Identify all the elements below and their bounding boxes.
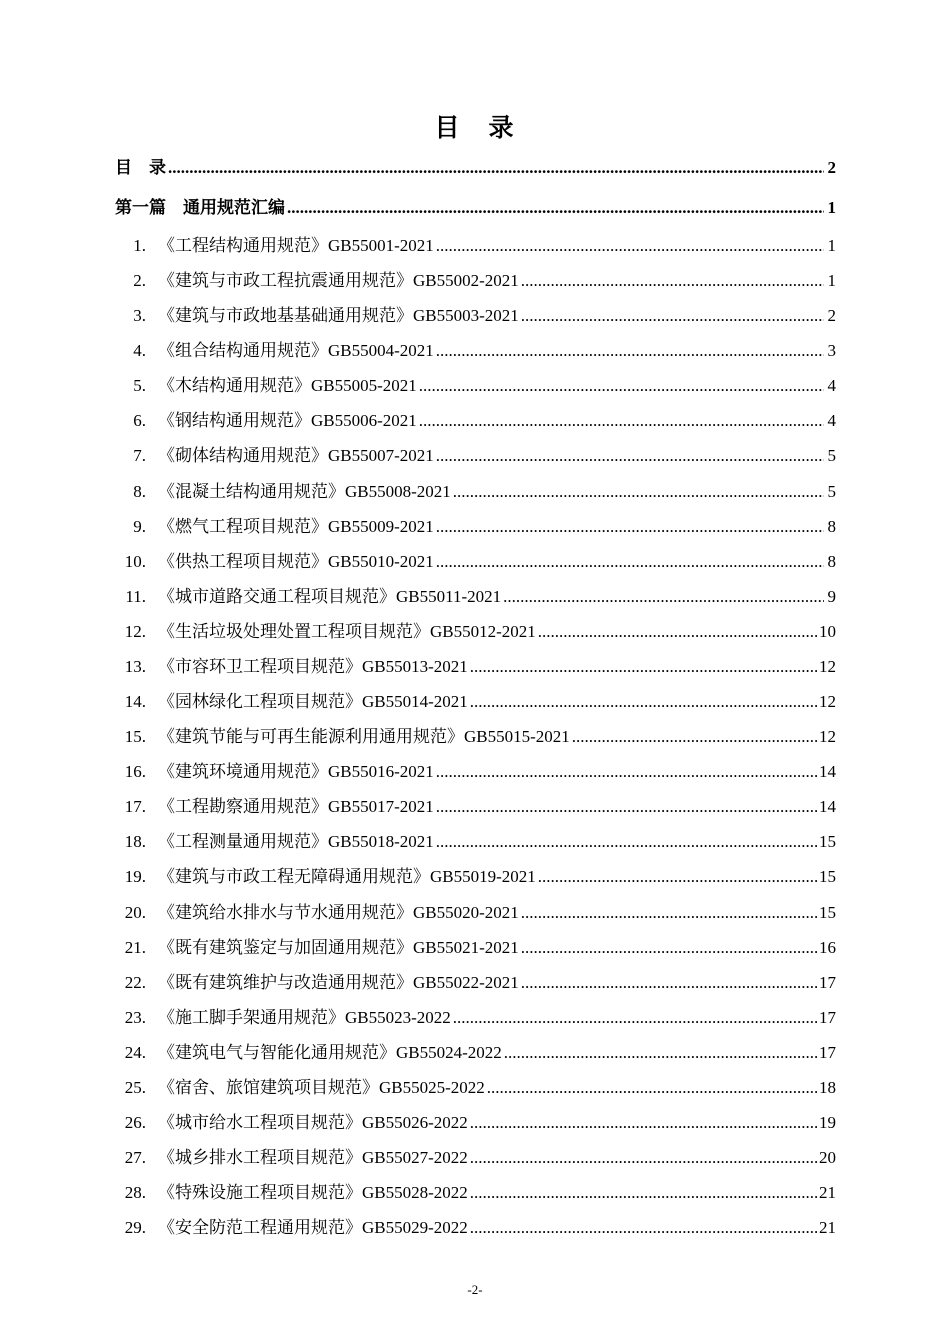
- toc-entry-number: 6.: [133, 411, 146, 430]
- toc-page-number: 18: [819, 1078, 836, 1097]
- toc-entry-number: 26.: [124, 1113, 146, 1132]
- toc-entry-number: 15.: [124, 727, 146, 746]
- toc-entry-title: 《市容环卫工程项目规范》: [158, 657, 362, 677]
- toc-entry[interactable]: [104, 724, 836, 750]
- toc-entry-number: 21.: [124, 938, 146, 957]
- toc-entry-title: 《既有建筑鉴定与加固通用规范》: [158, 938, 413, 958]
- toc-entry-number: 16.: [124, 762, 146, 781]
- toc-heading-label: 第一篇 通用规范汇编: [115, 198, 285, 218]
- toc-entry-title: 《木结构通用规范》: [158, 376, 311, 396]
- toc-page-number: 21: [819, 1183, 836, 1202]
- toc-entry-title: 《特殊设施工程项目规范》: [158, 1183, 362, 1203]
- toc-entry-title: 《施工脚手架通用规范》: [158, 1008, 345, 1028]
- toc-entry[interactable]: [104, 689, 836, 715]
- toc-entry-title: 《园林绿化工程项目规范》: [158, 692, 362, 712]
- toc-entry-code: GB55009-2021: [328, 517, 434, 536]
- dot-leader: [436, 514, 824, 540]
- toc-page-number: 12: [819, 657, 836, 676]
- toc-page-number: 21: [819, 1218, 836, 1237]
- toc-entry[interactable]: [104, 443, 836, 469]
- toc-entry[interactable]: [104, 1110, 836, 1136]
- toc-entry-number: 19.: [124, 867, 146, 886]
- toc-entry[interactable]: [104, 408, 836, 434]
- toc-entry-code: GB55006-2021: [311, 411, 417, 430]
- toc-entry-title: 《工程勘察通用规范》: [158, 797, 328, 817]
- toc-entry-code: GB55010-2021: [328, 552, 434, 571]
- toc-page-number: 15: [819, 903, 836, 922]
- dot-leader: [419, 373, 824, 399]
- toc-entry-code: GB55001-2021: [328, 236, 434, 255]
- toc-entry[interactable]: [104, 619, 836, 645]
- toc-entry[interactable]: [104, 1005, 836, 1031]
- dot-leader: [504, 1040, 817, 1066]
- toc-entry-number: 24.: [124, 1043, 146, 1062]
- toc-entry-title: 《建筑节能与可再生能源利用通用规范》: [158, 727, 464, 747]
- dot-leader: [572, 724, 817, 750]
- toc-entry-code: GB55021-2021: [413, 938, 519, 957]
- toc-page-number: 15: [819, 832, 836, 851]
- toc-page-number: 3: [827, 341, 836, 360]
- toc-entry-number: 1.: [133, 236, 146, 255]
- toc-entry[interactable]: [104, 373, 836, 399]
- dot-leader: [470, 1215, 817, 1241]
- toc-entry-title: 《组合结构通用规范》: [158, 341, 328, 361]
- page-footer-number: -2-: [467, 1282, 483, 1297]
- dot-leader: [453, 1005, 817, 1031]
- toc-entry[interactable]: [104, 233, 836, 259]
- toc-entry-code: GB55003-2021: [413, 306, 519, 325]
- toc-page-number: 19: [819, 1113, 836, 1132]
- dot-leader: [470, 1180, 817, 1206]
- toc-entry-number: 27.: [124, 1148, 146, 1167]
- toc-entry-number: 28.: [124, 1183, 146, 1202]
- toc-entry[interactable]: [104, 829, 836, 855]
- toc-entry-code: GB55025-2022: [379, 1078, 485, 1097]
- dot-leader: [436, 829, 817, 855]
- toc-entry-code: GB55016-2021: [328, 762, 434, 781]
- toc-entry-title: 《混凝土结构通用规范》: [158, 482, 345, 502]
- toc-entry-number: 10.: [124, 552, 146, 571]
- toc-entry[interactable]: [104, 303, 836, 329]
- dot-leader: [436, 759, 817, 785]
- dot-leader: [470, 689, 817, 715]
- toc-page-number: 14: [819, 762, 836, 781]
- dot-leader: [470, 1145, 817, 1171]
- toc-page-number: 14: [819, 797, 836, 816]
- dot-leader: [521, 303, 824, 329]
- toc-entry-title: 《燃气工程项目规范》: [158, 517, 328, 537]
- toc-page-number: 20: [819, 1148, 836, 1167]
- toc-entry-code: GB55023-2022: [345, 1008, 451, 1027]
- dot-leader: [521, 900, 817, 926]
- toc-page-number: 16: [819, 938, 836, 957]
- toc-entry-code: GB55027-2022: [362, 1148, 468, 1167]
- toc-entry-code: GB55018-2021: [328, 832, 434, 851]
- toc-entry-title: 《工程结构通用规范》: [158, 236, 328, 256]
- toc-entry[interactable]: [104, 268, 836, 294]
- dot-leader: [436, 338, 824, 364]
- toc-entry-code: GB55015-2021: [464, 727, 570, 746]
- toc-entry-code: GB55002-2021: [413, 271, 519, 290]
- page-title: 目 录: [434, 113, 516, 142]
- dot-leader: [453, 479, 824, 505]
- toc-entry[interactable]: [104, 864, 836, 890]
- toc-entry-code: GB55012-2021: [430, 622, 536, 641]
- toc-entry-number: 3.: [133, 306, 146, 325]
- toc-entry[interactable]: [104, 549, 836, 575]
- toc-page-number: 17: [819, 1008, 836, 1027]
- toc-entry-number: 25.: [124, 1078, 146, 1097]
- toc-heading-part-one[interactable]: [115, 195, 836, 221]
- toc-entry-number: 18.: [124, 832, 146, 851]
- dot-leader: [521, 970, 817, 996]
- dot-leader: [538, 619, 817, 645]
- toc-entry[interactable]: [104, 479, 836, 505]
- toc-page-number: 17: [819, 1043, 836, 1062]
- toc-entry-code: GB55004-2021: [328, 341, 434, 360]
- toc-entry-number: 2.: [133, 271, 146, 290]
- toc-page-number: 1: [827, 271, 836, 290]
- dot-leader: [538, 864, 817, 890]
- toc-entry-code: GB55014-2021: [362, 692, 468, 711]
- dot-leader: [168, 155, 824, 181]
- toc-entry-code: GB55007-2021: [328, 446, 434, 465]
- toc-entry-number: 23.: [124, 1008, 146, 1027]
- toc-entry-number: 4.: [133, 341, 146, 360]
- toc-page-number: 4: [827, 411, 836, 430]
- toc-page-number: 8: [827, 517, 836, 536]
- toc-entry-code: GB55008-2021: [345, 482, 451, 501]
- toc-entry-title: 《既有建筑维护与改造通用规范》: [158, 973, 413, 993]
- toc-entry[interactable]: [104, 1215, 836, 1241]
- toc-entry[interactable]: [104, 1040, 836, 1066]
- toc-entry-title: 《建筑与市政地基基础通用规范》: [158, 306, 413, 326]
- dot-leader: [287, 195, 824, 221]
- toc-page-number: 5: [827, 446, 836, 465]
- toc-entry-title: 《安全防范工程通用规范》: [158, 1218, 362, 1238]
- toc-heading-contents[interactable]: [115, 155, 836, 181]
- toc-entry-code: GB55013-2021: [362, 657, 468, 676]
- toc-entry-title: 《建筑给水排水与节水通用规范》: [158, 903, 413, 923]
- dot-leader: [521, 935, 817, 961]
- toc-entry[interactable]: [104, 900, 836, 926]
- toc-page-number: 12: [819, 727, 836, 746]
- toc-entry[interactable]: [104, 1180, 836, 1206]
- toc-page-number: 15: [819, 867, 836, 886]
- toc-entry-code: GB55024-2022: [396, 1043, 502, 1062]
- dot-leader: [521, 268, 824, 294]
- toc-entry-number: 7.: [133, 446, 146, 465]
- dot-leader: [419, 408, 824, 434]
- toc-entry-title: 《宿舍、旅馆建筑项目规范》: [158, 1078, 379, 1098]
- toc-page-number: 10: [819, 622, 836, 641]
- dot-leader: [436, 794, 817, 820]
- toc-entry[interactable]: [104, 514, 836, 540]
- toc-entry[interactable]: [104, 794, 836, 820]
- toc-entry[interactable]: [104, 1075, 836, 1101]
- toc-entry-code: GB55011-2021: [396, 587, 502, 606]
- dot-leader: [487, 1075, 817, 1101]
- toc-entry-title: 《建筑环境通用规范》: [158, 762, 328, 782]
- dot-leader: [436, 443, 824, 469]
- toc-heading-label: 目 录: [115, 158, 166, 178]
- toc-page-number: 12: [819, 692, 836, 711]
- toc-entry-code: GB55029-2022: [362, 1218, 468, 1237]
- toc-entry-title: 《建筑电气与智能化通用规范》: [158, 1043, 396, 1063]
- toc-page-number: 1: [827, 198, 836, 217]
- toc-entry-number: 5.: [133, 376, 146, 395]
- toc-page-number: 1: [827, 236, 836, 255]
- toc-entry-number: 8.: [133, 482, 146, 501]
- dot-leader: [503, 584, 824, 610]
- toc-page-number: 5: [827, 482, 836, 501]
- toc-entry-number: 14.: [124, 692, 146, 711]
- toc-page-number: 4: [827, 376, 836, 395]
- toc-page-number: 2: [827, 158, 836, 177]
- toc-page-number: 9: [827, 587, 836, 606]
- dot-leader: [470, 1110, 817, 1136]
- toc-entry-number: 11.: [125, 587, 146, 606]
- toc-entry-title: 《城市给水工程项目规范》: [158, 1113, 362, 1133]
- toc-page-number: 17: [819, 973, 836, 992]
- dot-leader: [470, 654, 817, 680]
- toc-entry-number: 17.: [124, 797, 146, 816]
- toc-entry-code: GB55028-2022: [362, 1183, 468, 1202]
- toc-entry-code: GB55020-2021: [413, 903, 519, 922]
- toc-entry[interactable]: [104, 338, 836, 364]
- toc-entry-title: 《砌体结构通用规范》: [158, 446, 328, 466]
- toc-entry[interactable]: [104, 654, 836, 680]
- toc-entry-code: GB55005-2021: [311, 376, 417, 395]
- toc-entry-title: 《供热工程项目规范》: [158, 552, 328, 572]
- toc-entry-code: GB55022-2021: [413, 973, 519, 992]
- toc-entry[interactable]: [104, 935, 836, 961]
- toc-entry[interactable]: [104, 584, 836, 610]
- dot-leader: [436, 549, 824, 575]
- toc-entry-title: 《建筑与市政工程抗震通用规范》: [158, 271, 413, 291]
- toc-entry-title: 《生活垃圾处理处置工程项目规范》: [158, 622, 430, 642]
- toc-entry[interactable]: [104, 1145, 836, 1171]
- toc-entry-code: GB55019-2021: [430, 867, 536, 886]
- toc-entry-number: 12.: [124, 622, 146, 641]
- toc-entry[interactable]: [104, 759, 836, 785]
- toc-entry-number: 13.: [124, 657, 146, 676]
- toc-entry-title: 《建筑与市政工程无障碍通用规范》: [158, 867, 430, 887]
- toc-entry-title: 《工程测量通用规范》: [158, 832, 328, 852]
- toc-entry-title: 《城市道路交通工程项目规范》: [158, 587, 396, 607]
- toc-page-number: 8: [827, 552, 836, 571]
- toc-entry-title: 《钢结构通用规范》: [158, 411, 311, 431]
- toc-entry-number: 22.: [124, 973, 146, 992]
- toc-entry-number: 9.: [133, 517, 146, 536]
- toc-entry-number: 29.: [124, 1218, 146, 1237]
- toc-entry-code: GB55017-2021: [328, 797, 434, 816]
- toc-entry-number: 20.: [124, 903, 146, 922]
- toc-entry[interactable]: [104, 970, 836, 996]
- toc-entry-title: 《城乡排水工程项目规范》: [158, 1148, 362, 1168]
- toc-entry-code: GB55026-2022: [362, 1113, 468, 1132]
- dot-leader: [436, 233, 824, 259]
- toc-page-number: 2: [827, 306, 836, 325]
